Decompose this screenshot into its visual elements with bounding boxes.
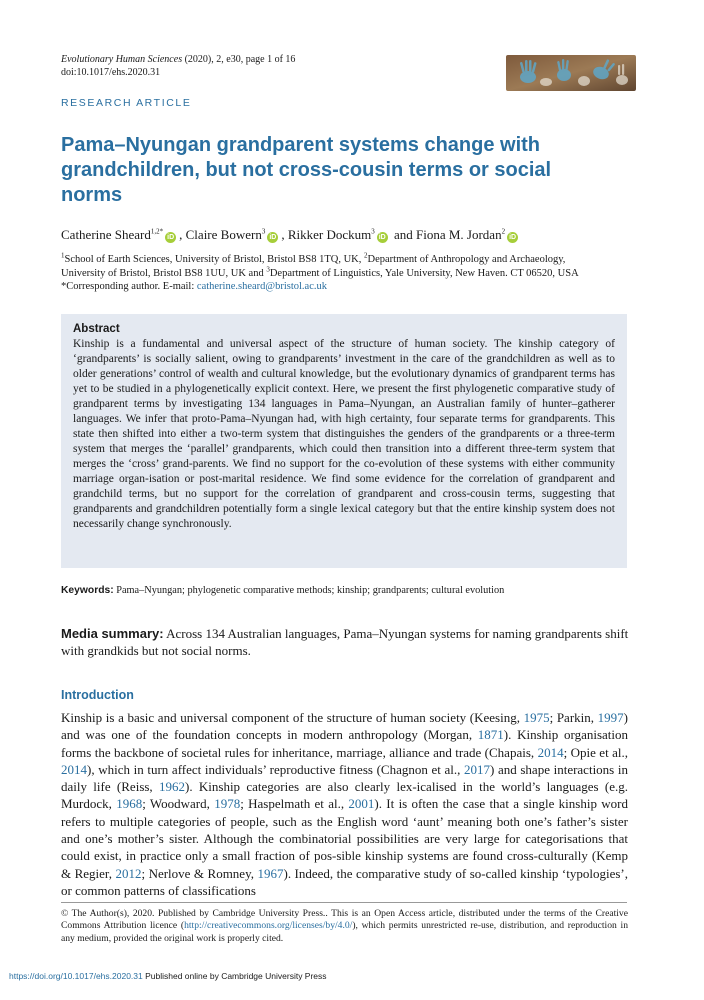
citation-link[interactable]: 2017 (464, 761, 490, 777)
affiliation-1: School of Earth Sciences, University of Bristol, Bristol BS8 1TQ, UK, (64, 254, 365, 265)
text-run: ), which in turn affect individuals’ reproductive fitness (Chagnon et al., (87, 761, 464, 777)
text-run: ). Kinship categories are also clearly lex-icalised in the world’s languages (e.g. Murdock, (61, 779, 628, 812)
citation-link[interactable]: 2012 (115, 865, 142, 881)
media-summary (61, 625, 631, 659)
citation-link[interactable]: 2001 (348, 796, 375, 812)
media-summary-text: Across 134 Australian languages, Pama–Nyungan systems for naming grandparents shift with grandkids but not social norms. (61, 626, 629, 658)
journal-citation: (2020), 2, e30, page 1 of 16 (182, 54, 296, 65)
publisher-text: Published online by Cambridge University Press (142, 971, 327, 981)
citation-link[interactable]: 1967 (257, 865, 284, 881)
author-separator: , (179, 227, 186, 242)
doi-link[interactable]: https://doi.org/10.1017/ehs.2020.31 (9, 971, 143, 981)
text-run: ; Haspelmath et al., (240, 796, 349, 812)
text-run: Kinship is a basic and universal component of the structure of human society (Keesing, (61, 710, 524, 725)
text-run: ; Nerlove & Romney, (141, 865, 258, 881)
text-run: ). It is often the case that a single kinship word refers to multiple categories of people, such as the English word ‘aunt’ meaning both one’s father’s sister and one’s mother’s sister. Although the combinatorial possibilities are very large for categorisations that could exist, in practice only a small fraction of pos-sible kinship systems are found cross-culturally (Kemp & Regier, (61, 796, 628, 881)
affiliation-3: Department of Linguistics, Yale University, New Haven. CT 06520, USA (269, 267, 579, 279)
affiliations: $^1$School of Earth Sciences, University of Bristol, Bristol BS8 1TQ, UK, $^2$Department of Anthropology and Archaeology, University of Bristol, Bristol BS8 1UU, UK and $^3$Department of Linguistics, Yale University, New Haven. CT 06520, USA *Corresponding author. E-mail: catherine.sheard@bristol.ac.uk (61, 251, 579, 292)
handprint-cave-art-logo (506, 55, 636, 91)
introduction-heading: Introduction (61, 688, 134, 702)
author-name: Catherine Sheard (61, 227, 151, 242)
author-list (61, 227, 521, 243)
media-summary-label: Media summary: (61, 626, 164, 641)
author-name: Fiona M. Jordan (416, 227, 502, 242)
publisher-line (9, 971, 327, 981)
corresponding-label: *Corresponding author. E-mail: (61, 281, 197, 292)
abstract-heading: Abstract (73, 323, 120, 335)
citation-link[interactable]: 1978 (214, 796, 241, 812)
orcid-icon[interactable]: iD (378, 234, 386, 241)
keywords-text: Pama–Nyungan; phylogenetic comparative methods; kinship; grandparents; cultural evolution (113, 585, 505, 596)
license-link[interactable]: http://creativecommons.org/licenses/by/4.0/ (184, 920, 353, 932)
text-run: ; Woodward, (142, 796, 215, 812)
footer-divider (61, 902, 627, 903)
keywords (61, 584, 641, 597)
text-run: ) and shape interactions in daily life (Reiss, (61, 761, 628, 795)
citation-link[interactable]: 1968 (116, 796, 143, 812)
affiliation-2: Department of Anthropology and Archaeology, (367, 254, 566, 265)
author-name: Rikker Dockum (287, 227, 372, 242)
citation-link[interactable]: 1975 (523, 710, 550, 725)
author-separator: and (390, 227, 416, 242)
doi: doi:10.1017/ehs.2020.31 (61, 67, 161, 78)
author-affiliation-mark: 3 (371, 227, 375, 236)
journal-name: Evolutionary Human Sciences (61, 54, 183, 65)
citation-link[interactable]: 1871 (477, 727, 504, 743)
article-type: RESEARCH ARTICLE (61, 97, 192, 109)
text-run: ). Indeed, the comparative study of so-called kinship ‘typologies’, or common patterns of classifications (61, 865, 628, 898)
article-title: Pama–Nyungan grandparent systems change with grandchildren, but not cross-cousin terms or social norms (61, 134, 552, 206)
license-text: ), which permits unrestricted re-use, distribution, and reproduction in any medium, provided the original work is properly cited. (61, 920, 629, 944)
text-run: ). Kinship organisation forms the backbone of societal rules for inheritance, marriage, alliance and trade (Chapais, (61, 727, 629, 760)
keywords-label: Keywords: (61, 585, 114, 596)
license-footer (61, 908, 628, 945)
author-affiliation-mark: 2 (501, 227, 506, 236)
author-separator: , (281, 227, 288, 242)
orcid-icon[interactable]: iD (167, 234, 175, 241)
corresponding-email-link[interactable]: catherine.sheard@bristol.ac.uk (196, 281, 327, 292)
orcid-icon[interactable]: iD (509, 234, 517, 241)
journal-header (61, 53, 295, 79)
citation-link[interactable]: 1962 (159, 779, 185, 795)
license-text: © The Author(s), 2020. Published by Cambridge University Press.. This is an Open Access article, distributed under the terms of the Creative Commons Attribution licence ( (61, 908, 628, 932)
introduction-paragraph (61, 709, 628, 899)
author-affiliation-mark: 1,2* (150, 227, 164, 236)
author-name: Claire Bowern (185, 227, 262, 242)
text-run: ; Opie et al., (563, 744, 628, 760)
abstract-text: Kinship is a fundamental and universal aspect of the structure of human society. The kinship category of ‘grandparents’ is socially salient, owing to grandparents’ investment in the care of the grandchildren as well as to older generations’ control of wealth and cultural knowledge, but the evolutionary dynamics of grandparent terms has yet to be studied in a phylogenetically explicit context. Here, we present the first phylogenetic comparative study of grandparent terms by investigating 134 languages in Pama–Nyungan, an Australian family of hunter–gatherer languages. We infer that proto-Pama–Nyungan had, with high certainty, four separate terms for grandparents. This state then shifted into either a two-term system that distinguishes the genders of the grandparents or a three-term system that merges the ‘parallel’ grandparents, which could then transition into a different three-term system that merges the ‘cross’ grand-parents. We find no support for the co-evolution of these systems with either community marriage organ-isation or post-marital residence. We find some evidence for the correlation of grandparent and grandchild terms, but no support for the correlation of grandparent and cross-cousin terms, suggesting that grandparents and grandchildren potentially form a single lexical category but that the entire kinship system does not necessarily change synchronously. (73, 338, 615, 530)
text-run: ; Parkin, (549, 710, 598, 725)
text-run: ) and was one of the foundation concepts in modern anthropology (Morgan, (61, 710, 628, 743)
author-affiliation-mark: 3 (261, 227, 266, 236)
affiliation-2-cont: University of Bristol, Bristol BS8 1UU, UK and (61, 267, 267, 279)
citation-link[interactable]: 2014 (537, 744, 564, 760)
citation-link[interactable]: 2014 (61, 761, 87, 777)
citation-link[interactable]: 1997 (597, 710, 624, 725)
orcid-icon[interactable]: iD (269, 234, 277, 241)
